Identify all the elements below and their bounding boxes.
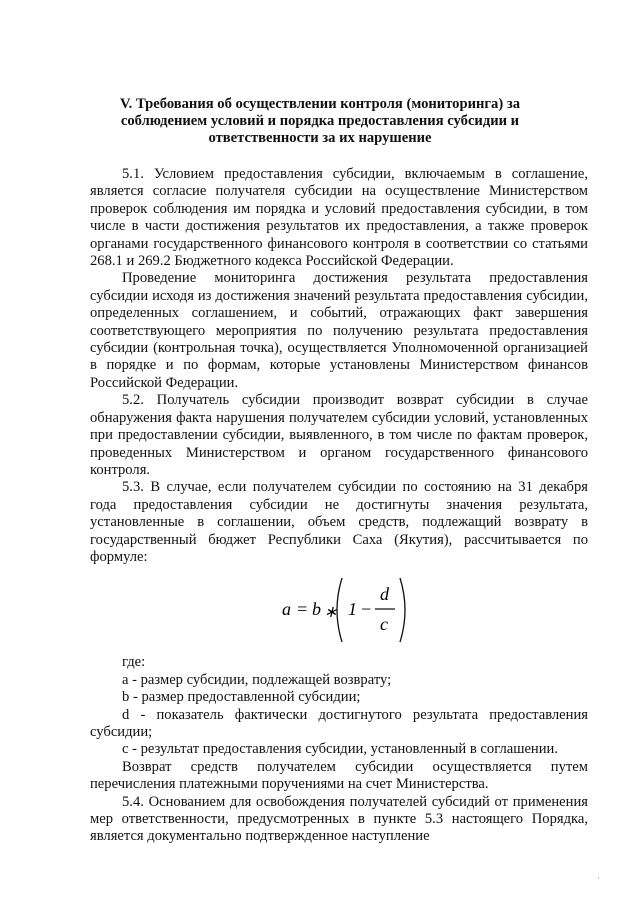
- formula-legend: [90, 654, 588, 758]
- heading-line-3: ответственности за их нарушение: [208, 130, 432, 146]
- paragraph-5-3: 5.3. В случае, если получателем субсидии по состоянию на 31 декабря года предоставления субсидии не достигнуты значения результата, установленные в соглашении, объем средств, подлежащий возврату в государственный бюджет Республики Саха (Якутия), рассчитывается по формуле:: [90, 479, 588, 565]
- formula-numerator-d: d: [380, 584, 389, 605]
- heading-line-1: V. Требования об осуществлении контроля (мониторинга) за: [119, 96, 520, 112]
- paragraph-monitoring: Проведение мониторинга достижения результата предоставления субсидии исходя из достижения значений результата предоставления субсидии, определенных соглашением, и событий, отражающих факт завершения соответствующего мероприятия по получению результата предоставления субсидии (контрольная точка), осуществляется Уполномоченной организацией в порядке и по формам, которые установлены Министерством финансов Российской Федерации.: [90, 270, 588, 391]
- paragraph-5-1: 5.1. Условием предоставления субсидии, включаемым в соглашение, является согласие получателя субсидии на осуществление Министерством проверок соблюдения им порядка и условий предоставления субсидии, в том числе в части достижения результатов их предоставления, а также проверок органами государственного финансового контроля в соответствии со статьями 268.1 и 269.2 Бюджетного кодекса Российской Федерации.: [90, 166, 588, 270]
- formula-left-paren: [337, 578, 342, 642]
- formula-right-paren: [400, 578, 405, 642]
- paragraph-return: Возврат средств получателем субсидии осуществляется путем перечисления платежными поручениями на счет Министерства.: [90, 758, 588, 793]
- legend-where: где:: [122, 654, 146, 671]
- section-heading: [90, 96, 550, 147]
- document-body: [90, 166, 588, 846]
- formula-b: b: [312, 599, 321, 620]
- legend-a: а - размер субсидии, подлежащей возврату;: [122, 671, 392, 688]
- legend-d: d - показатель фактически достигнутого результата предоставления субсидии;: [90, 706, 588, 740]
- formula-denominator-c: c: [380, 614, 388, 635]
- legend-b: b - размер предоставленной субсидии;: [122, 689, 361, 706]
- formula-one: 1: [348, 599, 357, 620]
- paragraph-5-4: 5.4. Основанием для освобождения получателей субсидий от применения мер ответственности, предусмотренных в пункте 5.3 настоящего Порядка, является документально подтвержденное наступление: [90, 793, 588, 845]
- formula-equals: =: [296, 599, 309, 620]
- paragraph-5-2: 5.2. Получатель субсидии производит возврат субсидии в случае обнаружения факта нарушения получателем субсидии условий, установленных при предоставлении субсидии, выявленного, в том числе по фактам проверок, проведенных Министерством и органом государственного финансового контроля.: [90, 392, 588, 478]
- formula-svg: [280, 572, 420, 648]
- scan-mark: ⋅: [597, 873, 601, 883]
- formula-times: ∗: [324, 604, 338, 622]
- formula-a: a: [282, 599, 291, 620]
- heading-line-2: соблюдением условий и порядка предоставления субсидии и: [120, 113, 520, 129]
- return-formula: [90, 566, 588, 654]
- formula-minus: −: [360, 599, 373, 620]
- legend-c: с - результат предоставления субсидии, установленный в соглашении.: [122, 741, 559, 758]
